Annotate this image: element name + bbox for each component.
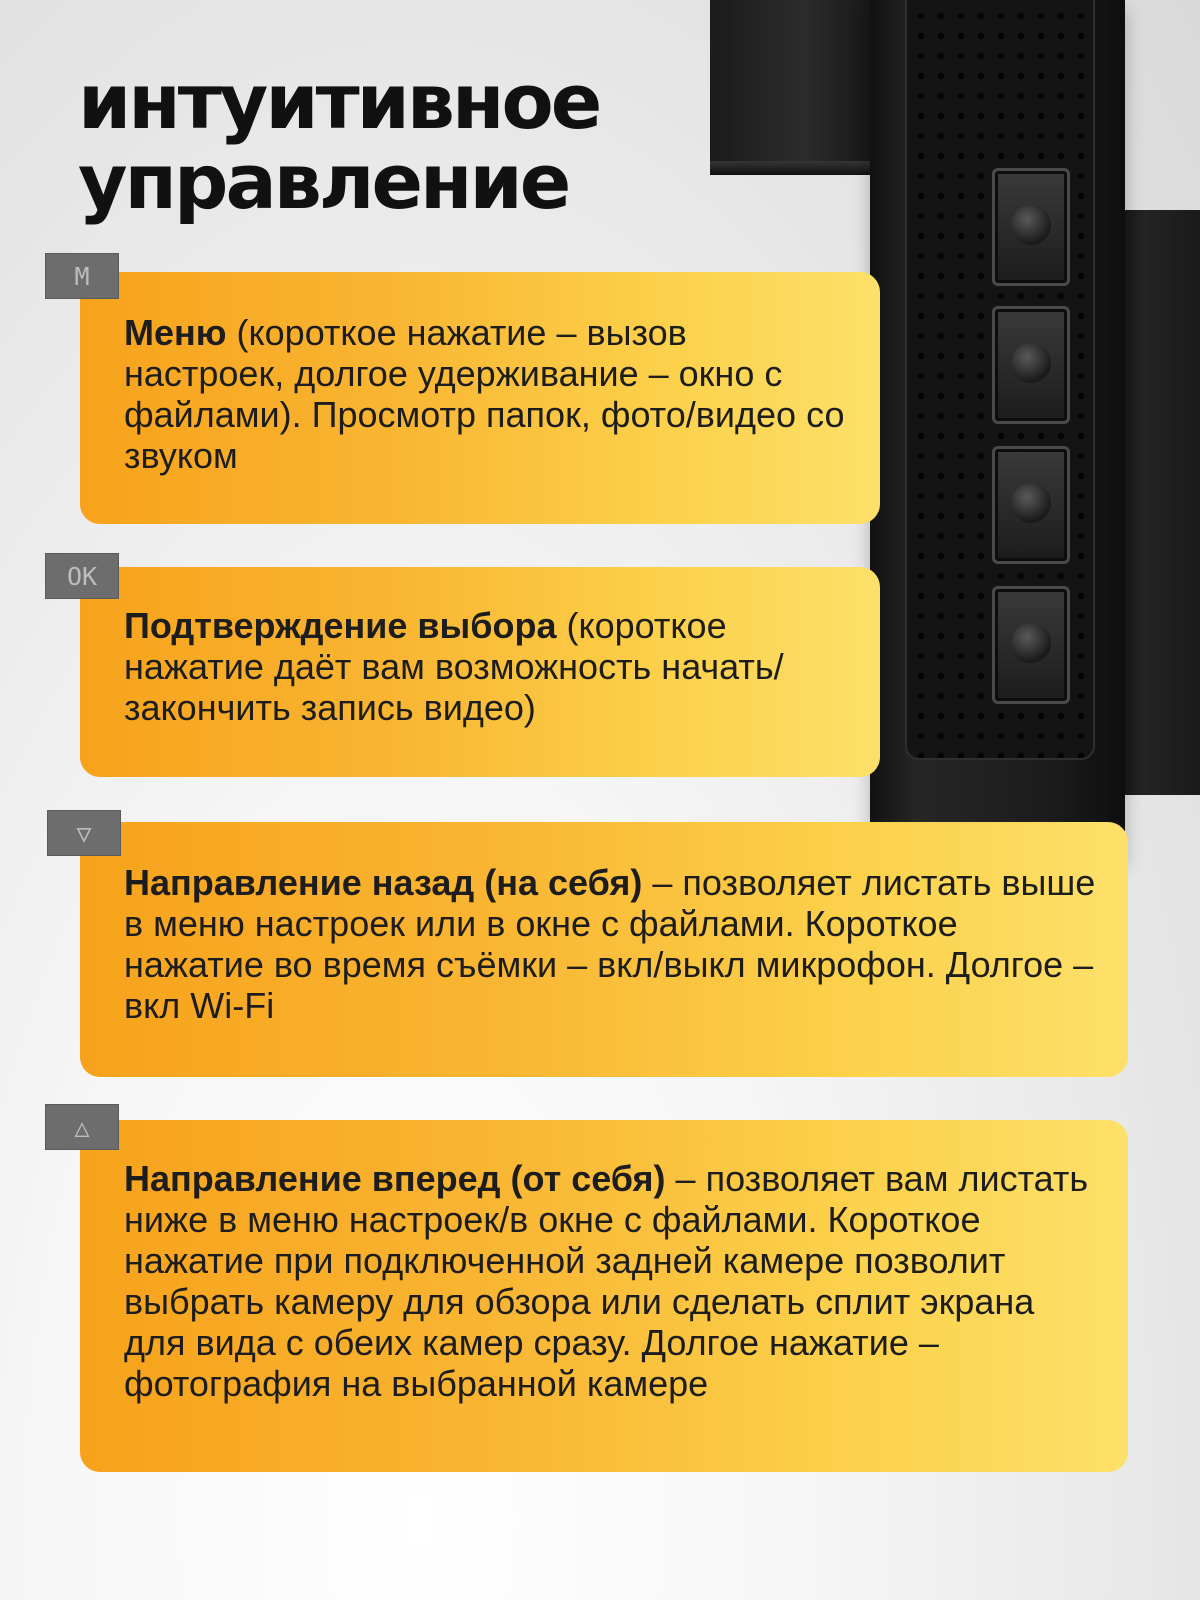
page-title (78, 57, 600, 226)
control-card-back (80, 822, 1128, 1077)
page-title-line-1: интуитивное (78, 57, 600, 146)
control-card-text (124, 862, 1104, 1026)
control-description: – позволяет вам листать ниже в меню настроек/в окне с файлами. Короткое нажатие при подключенной задней камере позволит выбрать камеру для обзора или сделать сплит экрана для вида с обеих камер сразу. Долгое нажатие – фотография на выбранной камере (124, 1158, 1089, 1404)
control-title: Подтверждение выбора (124, 605, 557, 646)
control-description: (короткое нажатие – вызов настроек, долгое удерживание – окно с файлами). Просмотр папок, фото/видео со звуком (124, 312, 845, 476)
device-button-up (992, 306, 1070, 424)
device-button-panel (905, 0, 1095, 760)
control-card-forward (80, 1120, 1128, 1472)
device-body (870, 0, 1125, 862)
key-label-menu: M (45, 253, 119, 299)
key-label-ok: OK (45, 553, 119, 599)
control-title: Направление вперед (от себя) (124, 1158, 666, 1199)
device-button-menu (992, 168, 1070, 286)
device-button-ok (992, 586, 1070, 704)
control-description: (короткое нажатие даёт вам возможность начать/закончить запись видео) (124, 605, 784, 728)
control-title: Направление назад (на себя) (124, 862, 643, 903)
device-side-tab (1105, 210, 1200, 795)
control-card-text (124, 312, 856, 476)
device-mount-tab (710, 0, 880, 175)
key-label-down-icon: ▽ (47, 810, 121, 856)
device-button-down (992, 446, 1070, 564)
key-label-up-icon: △ (45, 1104, 119, 1150)
control-title: Меню (124, 312, 227, 353)
control-description: – позволяет листать выше в меню настроек или в окне с файлами. Короткое нажатие во время съёмки – вкл/выкл микрофон. Долгое – вкл Wi-Fi (124, 862, 1096, 1026)
control-card-text (124, 605, 856, 728)
control-card-menu (80, 272, 880, 524)
control-card-text (124, 1158, 1104, 1404)
control-card-ok (80, 567, 880, 777)
page-title-line-2: управление (78, 137, 569, 226)
